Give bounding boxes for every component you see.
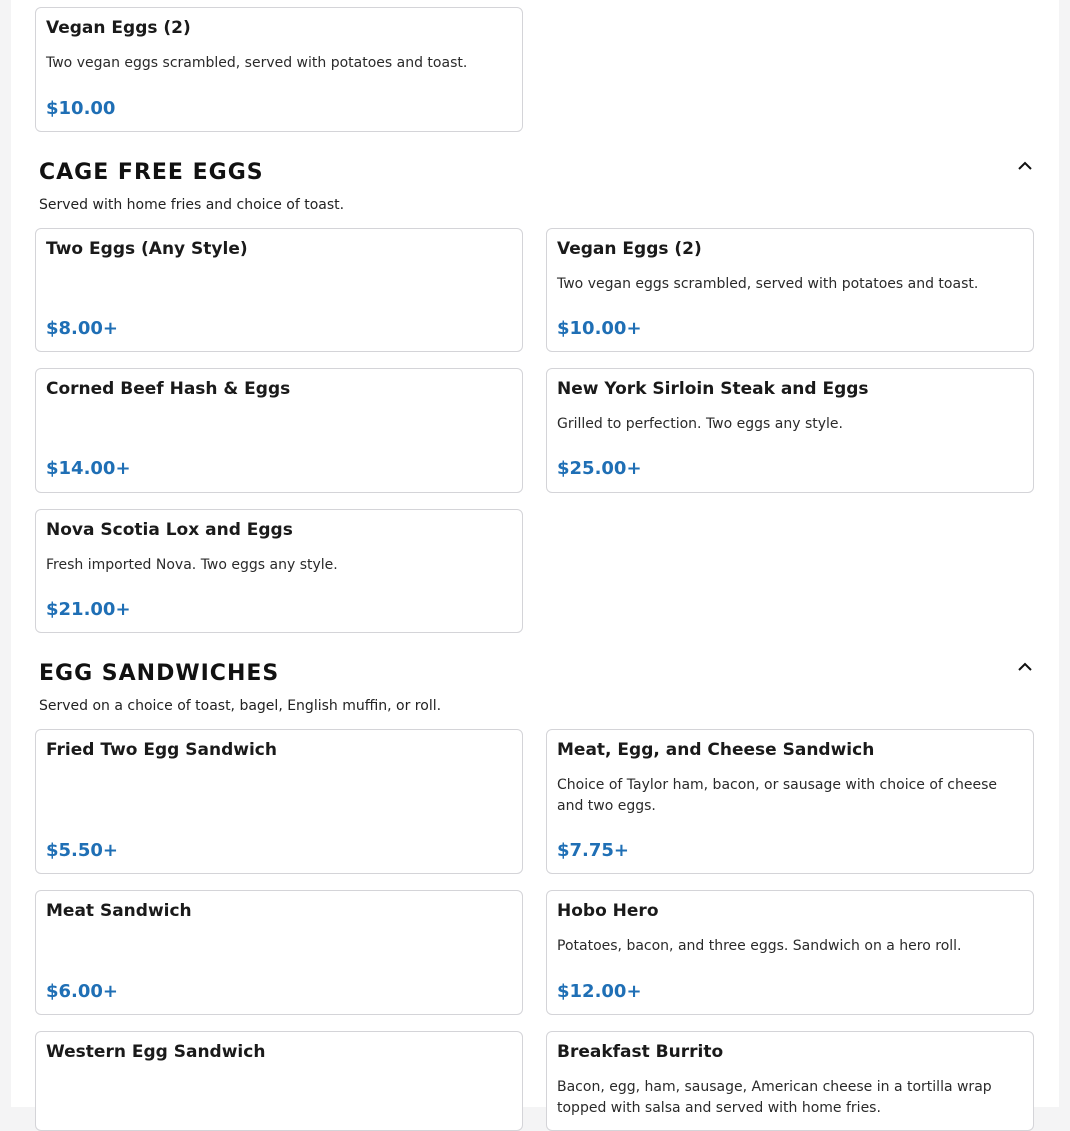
item-price: $5.50+ — [46, 840, 119, 861]
section-title: EGG SANDWICHES — [39, 661, 280, 686]
item-name: Hobo Hero — [557, 901, 659, 921]
item-price: $10.00+ — [557, 318, 642, 339]
item-description: Bacon, egg, ham, sausage, American cheese in a tortilla wrap topped with salsa and served with home fries. — [557, 1079, 992, 1116]
menu-item-card[interactable] — [35, 228, 523, 352]
item-price: $8.00+ — [46, 318, 119, 339]
item-price: $25.00+ — [557, 458, 642, 479]
menu-item-card[interactable] — [546, 1031, 1034, 1131]
item-name: Vegan Eggs (2) — [46, 18, 191, 38]
item-name: Meat, Egg, and Cheese Sandwich — [557, 740, 875, 760]
item-name: Vegan Eggs (2) — [557, 239, 702, 259]
item-name: Fried Two Egg Sandwich — [46, 740, 277, 760]
menu-page — [11, 0, 1059, 1116]
item-description: Choice of Taylor ham, bacon, or sausage with choice of cheese and two eggs. — [557, 777, 997, 814]
menu-item-card[interactable] — [35, 7, 523, 132]
item-price: $6.00+ — [46, 981, 119, 1002]
menu-item-card[interactable] — [35, 509, 523, 633]
item-name: Corned Beef Hash & Eggs — [46, 379, 291, 399]
menu-item-card[interactable] — [546, 228, 1034, 352]
section-description: Served on a choice of toast, bagel, English muffin, or roll. — [39, 698, 442, 714]
menu-item-card[interactable] — [35, 1031, 523, 1131]
item-name: Western Egg Sandwich — [46, 1042, 266, 1062]
chevron-up-icon[interactable] — [1016, 658, 1034, 676]
menu-item-card[interactable] — [35, 368, 523, 493]
item-description: Fresh imported Nova. Two eggs any style. — [46, 557, 338, 573]
item-name: Nova Scotia Lox and Eggs — [46, 520, 293, 540]
item-name: Breakfast Burrito — [557, 1042, 724, 1062]
menu-item-card[interactable] — [546, 890, 1034, 1015]
item-description: Grilled to perfection. Two eggs any style. — [557, 416, 843, 432]
menu-item-card[interactable] — [35, 890, 523, 1015]
item-name: Two Eggs (Any Style) — [46, 239, 248, 259]
menu-item-card[interactable] — [546, 729, 1034, 874]
item-description: Two vegan eggs scrambled, served with potatoes and toast. — [46, 55, 468, 71]
menu-item-card[interactable] — [546, 368, 1034, 493]
item-name: Meat Sandwich — [46, 901, 192, 921]
item-price: $7.75+ — [557, 840, 630, 861]
section-title: CAGE FREE EGGS — [39, 160, 264, 185]
item-description: Two vegan eggs scrambled, served with potatoes and toast. — [557, 276, 979, 292]
item-name: New York Sirloin Steak and Eggs — [557, 379, 869, 399]
menu-item-card[interactable] — [35, 729, 523, 874]
item-price: $21.00+ — [46, 599, 131, 620]
section-description: Served with home fries and choice of toast. — [39, 197, 345, 213]
item-price: $10.00 — [46, 98, 116, 119]
chevron-up-icon[interactable] — [1016, 157, 1034, 175]
item-price: $14.00+ — [46, 458, 131, 479]
item-price: $12.00+ — [557, 981, 642, 1002]
item-description: Potatoes, bacon, and three eggs. Sandwich on a hero roll. — [557, 938, 962, 954]
